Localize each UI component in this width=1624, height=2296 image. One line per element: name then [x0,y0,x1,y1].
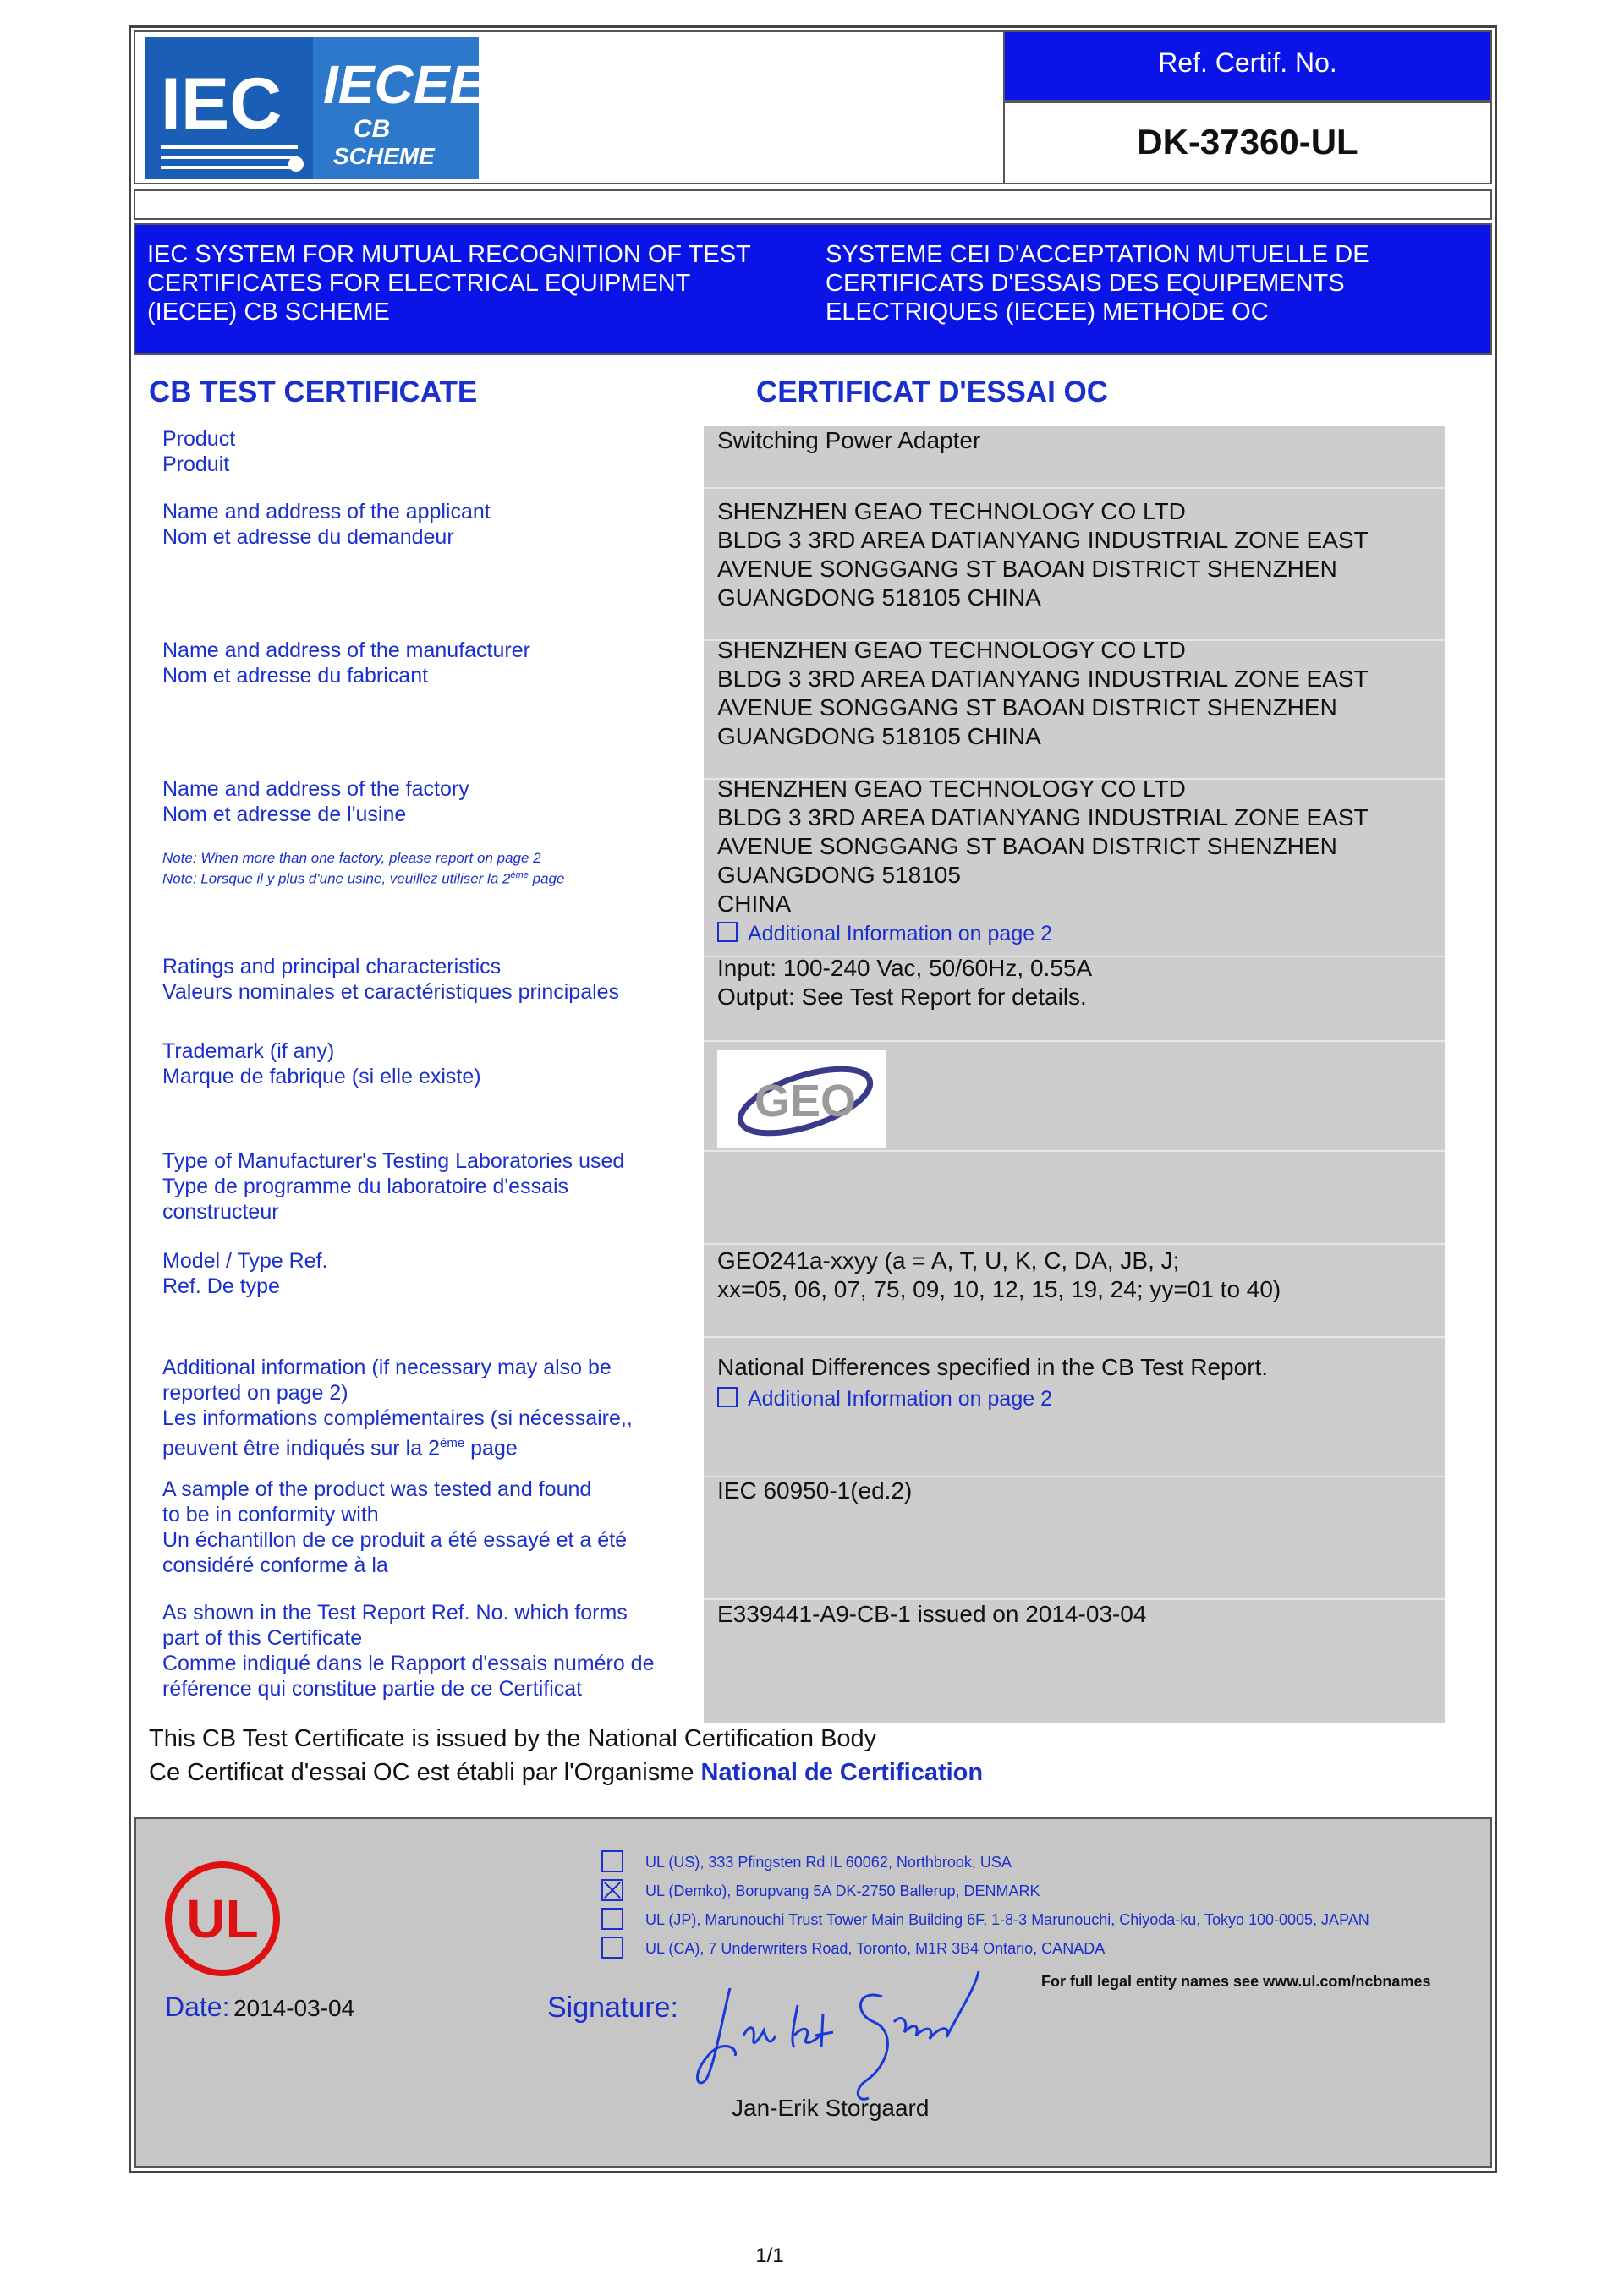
value-line: GUANGDONG 518105 CHINA [717,584,1041,611]
value-applicant [717,497,1369,612]
iec-iecee-logo [145,37,479,179]
issued-by [149,1722,983,1789]
label-report [162,1600,654,1701]
logo-scheme-text: SCHEME [333,143,435,169]
value-line: AVENUE SONGGANG ST BAOAN DISTRICT SHENZHEN [717,556,1337,582]
checkbox-icon[interactable] [601,1908,623,1930]
checkbox-icon[interactable] [717,922,738,942]
date-value: 2014-03-04 [233,1995,355,2021]
row-divider [704,1243,1445,1245]
value-line: BLDG 3 3RD AREA DATIANYANG INDUSTRIAL ZONE EAST [717,666,1369,692]
label-en: Ratings and principal characteristics [162,955,502,978]
value-line: GUANGDONG 518105 CHINA [717,723,1041,749]
address-list [601,1848,1369,1963]
value-national-differences: National Differences specified in the CB Test Report. [717,1354,1269,1380]
system-fr-line: SYSTEME CEI D'ACCEPTATION MUTUELLE DE [826,241,1369,268]
label-fr: Nom et adresse du fabricant [162,664,429,688]
note-fr-text: page [528,870,565,887]
address-row-us [601,1848,1369,1877]
label-ratings [162,954,619,1005]
address-text: UL (JP), Marunouchi Trust Tower Main Building 6F, 1-8-3 Marunouchi, Chiyoda-ku, Tokyo 100-0005, JAPAN [645,1911,1369,1928]
label-fr: Produit [162,452,230,476]
address-text: UL (CA), 7 Underwriters Road, Toronto, M1R 3B4 Ontario, CANADA [645,1940,1106,1957]
ref-label: Ref. Certif. No. [1158,47,1337,78]
ul-logo-text: UL [186,1888,259,1949]
label-fr: Nom et adresse du demandeur [162,525,454,549]
label-fr-text: peuvent être indiqués sur la 2 [162,1436,440,1460]
legal-note: For full legal entity names see www.ul.com/ncbnames [1041,1973,1431,1990]
label-fr [162,1431,633,1460]
label-fr: considéré conforme à la [162,1553,388,1577]
value-line: xx=05, 06, 07, 75, 09, 10, 12, 15, 19, 24; yy=01 to 40) [717,1276,1281,1302]
value-factory [717,775,1369,918]
handwritten-signature [688,1954,1018,2111]
geo-logo-text: GEO [754,1076,857,1126]
row-divider [704,487,1445,489]
label-fr: Valeurs nominales et caractéristiques principales [162,980,620,1004]
label-fr: référence qui constitue partie de ce Certificat [162,1677,583,1701]
label-fr: Nom et adresse de l'usine [162,803,407,826]
label-trademark [162,1038,481,1089]
logo-iecee-text: IECEE [323,54,479,115]
date-field [165,1992,354,2023]
value-line: SHENZHEN GEAO TECHNOLOGY CO LTD [717,637,1186,663]
label-en: Name and address of the factory [162,777,469,801]
signature-label: Signature: [547,1992,678,2024]
label-en: part of this Certificate [162,1626,363,1650]
label-en: Trademark (if any) [162,1039,335,1063]
value-ratings [717,954,1092,1011]
certification-body-block [134,1817,1492,2168]
note-en: Note: When more than one factory, please report on page 2 [162,850,541,866]
value-line: SHENZHEN GEAO TECHNOLOGY CO LTD [717,498,1186,524]
value-line: Input: 100-240 Vac, 50/60Hz, 0.55A [717,955,1093,981]
label-applicant [162,499,491,550]
value-line: CHINA [717,890,792,917]
value-model [717,1247,1281,1304]
issued-en: This CB Test Certificate is issued by the National Certification Body [149,1725,877,1752]
checkbox-icon[interactable] [601,1937,623,1959]
value-line: BLDG 3 3RD AREA DATIANYANG INDUSTRIAL ZONE EAST [717,527,1369,553]
label-manufacturer [162,638,530,688]
checkbox-icon[interactable] [601,1850,623,1872]
label-fr: Marque de fabrique (si elle existe) [162,1065,481,1088]
logo-cb-text: CB [354,115,391,143]
label-sample [162,1477,627,1578]
signature-graphic [688,1954,1018,2107]
page-number: 1/1 [755,2244,784,2267]
label-fr: Type de programme du laboratoire d'essais [162,1175,569,1198]
label-fr-sup: ème [440,1436,465,1450]
label-fr: Les informations complémentaires (si nécessaire,, [162,1406,633,1430]
system-fr-line: ELECTRIQUES (IECEE) METHODE OC [826,299,1269,326]
additional-info-link[interactable]: Additional Information on page 2 [748,922,1052,945]
system-en-line: (IECEE) CB SCHEME [147,299,390,326]
value-line: GEO241a-xxyy (a = A, T, U, K, C, DA, JB, J; [717,1247,1180,1274]
value-report-ref: E339441-A9-CB-1 issued on 2014-03-04 [717,1601,1147,1627]
label-en: Name and address of the manufacturer [162,638,530,662]
row-divider [704,1150,1445,1152]
label-en: Model / Type Ref. [162,1249,328,1273]
system-text-en [147,240,790,326]
spacer-bar [134,189,1492,220]
value-line: BLDG 3 3RD AREA DATIANYANG INDUSTRIAL ZONE EAST [717,804,1369,830]
label-fr: Comme indiqué dans le Rapport d'essais numéro de [162,1652,655,1675]
value-line: AVENUE SONGGANG ST BAOAN DISTRICT SHENZHEN [717,833,1337,859]
label-en: Name and address of the applicant [162,500,491,523]
system-fr-line: CERTIFICATS D'ESSAIS DES EQUIPEMENTS [826,270,1345,297]
geo-logo-icon [717,1050,886,1148]
checkbox-icon[interactable] [717,1387,738,1407]
label-model [162,1248,327,1299]
value-line: AVENUE SONGGANG ST BAOAN DISTRICT SHENZHEN [717,694,1337,721]
issued-fr-bold: National de Certification [700,1759,984,1786]
value-product: Switching Power Adapter [717,427,981,453]
title-en: CB TEST CERTIFICATE [149,375,478,408]
value-standard: IEC 60950-1(ed.2) [717,1477,913,1504]
label-fr: Ref. De type [162,1274,280,1298]
checked-checkbox-icon[interactable] [601,1879,623,1901]
label-en: reported on page 2) [162,1381,348,1405]
note-fr [162,867,564,888]
ref-number-box [1003,101,1492,184]
iec-logo-graphic [145,37,479,179]
address-row-demko [601,1877,1369,1905]
label-fr: Un échantillon de ce produit a été essayé et a été [162,1528,627,1552]
label-en: Type of Manufacturer's Testing Laboratories used [162,1149,625,1173]
title-fr: CERTIFICAT D'ESSAI OC [756,375,1109,408]
issued-fr [149,1756,983,1789]
additional-info-link[interactable]: Additional Information on page 2 [748,1387,1052,1411]
value-line: GUANGDONG 518105 [717,862,961,888]
label-additional-info [162,1355,633,1460]
logo-iec-text: IEC [161,63,283,145]
label-en: A sample of the product was tested and found [162,1477,592,1501]
label-en: to be in conformity with [162,1503,379,1526]
additional-info-checkbox-1[interactable] [717,922,1052,946]
system-en-line: IEC SYSTEM FOR MUTUAL RECOGNITION OF TEST [147,241,751,268]
ul-logo-icon [163,1860,282,1978]
label-en: Additional information (if necessary may also be [162,1356,612,1379]
label-en: As shown in the Test Report Ref. No. which forms [162,1601,628,1625]
ul-logo [163,1860,282,1982]
note-fr-sup: ème [510,870,529,880]
label-fr-text: page [464,1436,518,1460]
value-line: Output: See Test Report for details. [717,984,1087,1010]
factory-note [162,849,564,888]
value-line: SHENZHEN GEAO TECHNOLOGY CO LTD [717,775,1186,802]
note-fr-text: Note: Lorsque il y plus d'une usine, veuillez utiliser la 2 [162,870,511,887]
system-text-fr [826,240,1485,326]
additional-info-checkbox-2[interactable] [717,1387,1052,1411]
label-factory [162,776,469,827]
address-row-jp [601,1905,1369,1934]
value-manufacturer [717,636,1369,751]
date-label: Date: [165,1992,230,2022]
signer-name: Jan-Erik Storgaard [732,2095,930,2121]
trademark-logo [717,1050,886,1148]
address-text: UL (Demko), Borupvang 5A DK-2750 Ballerup, DENMARK [645,1882,1040,1899]
label-en: Product [162,427,236,451]
label-product [162,426,235,477]
issued-fr-text: Ce Certificat d'essai OC est établi par l'Organisme [149,1759,701,1786]
label-fr: constructeur [162,1200,279,1224]
row-divider [704,1336,1445,1338]
row-divider [704,1040,1445,1042]
ref-label-box [1003,30,1492,101]
system-banner [134,223,1492,355]
ref-number: DK-37360-UL [1137,122,1358,162]
label-lab [162,1148,624,1225]
address-text: UL (US), 333 Pfingsten Rd IL 60062, Northbrook, USA [645,1854,1012,1871]
system-en-line: CERTIFICATES FOR ELECTRICAL EQUIPMENT [147,270,691,297]
